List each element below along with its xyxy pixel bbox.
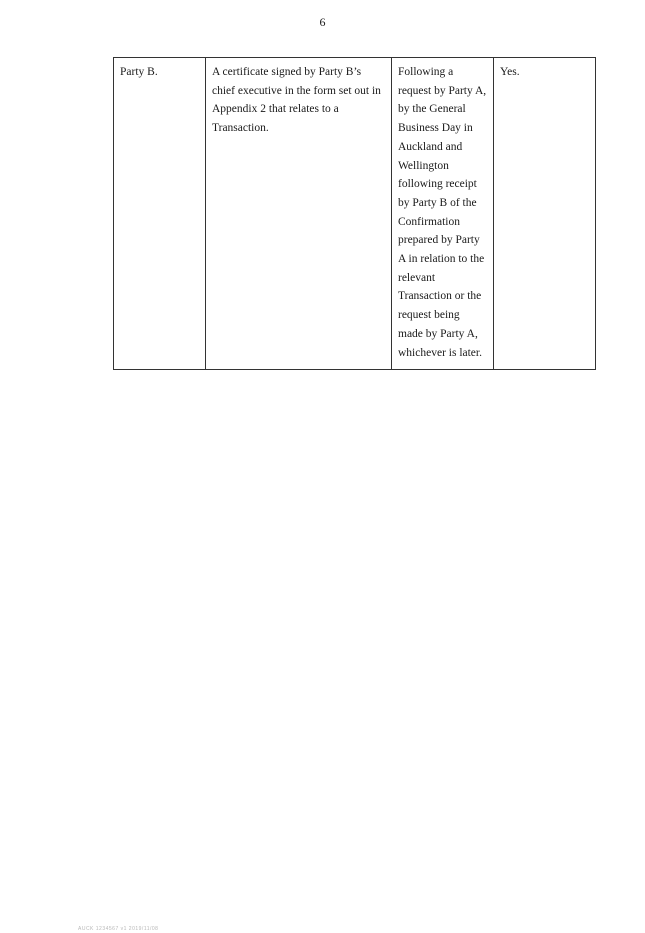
party-cell: Party B. (114, 58, 206, 370)
document-table (113, 57, 596, 370)
footer-document-reference: AUCK 1234567 v1 2019/11/08 (78, 926, 159, 932)
covered-by-representation-cell: Yes. (494, 58, 596, 370)
delivery-date-cell: Following a request by Party A, by the General Business Day in Auckland and Wellington following receipt by Party B of the Confirmation prepared by Party A in relation to the relevant Transaction or the request being made by Party A, whichever is later. (392, 58, 494, 370)
table-row (114, 58, 596, 370)
page-number: 6 (319, 15, 326, 29)
document-description-cell: A certificate signed by Party B’s chief executive in the form set out in Appendix 2 that relates to a Transaction. (206, 58, 392, 370)
